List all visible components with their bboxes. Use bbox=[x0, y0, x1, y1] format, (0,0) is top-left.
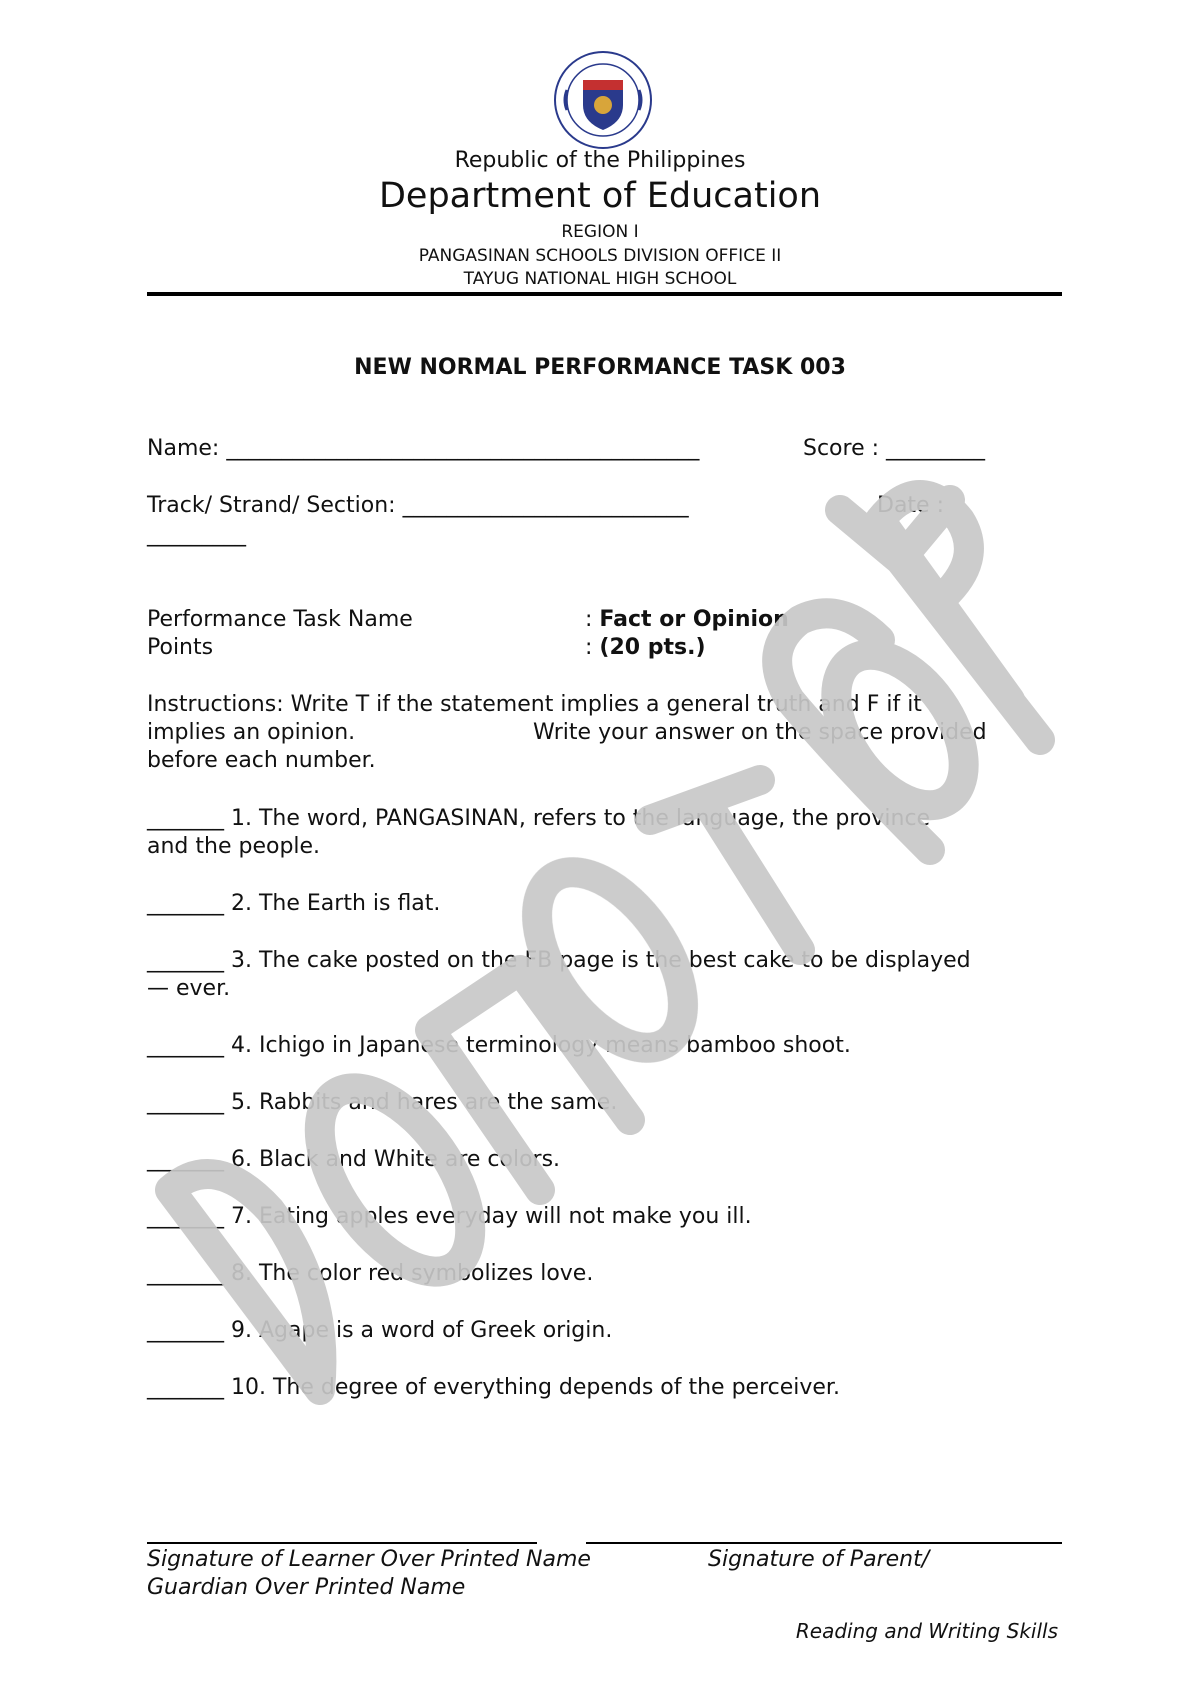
date-blank[interactable]: _________ bbox=[147, 522, 246, 547]
item-text: 3. The cake posted on the FB page is the best cake to be displayed bbox=[224, 948, 971, 973]
parent-signature-line[interactable] bbox=[586, 1542, 1062, 1544]
deped-seal-logo bbox=[553, 50, 653, 150]
answer-blank[interactable]: _______ bbox=[147, 1033, 224, 1058]
date-label: Date : bbox=[877, 493, 944, 518]
item-text: 2. The Earth is flat. bbox=[224, 891, 441, 916]
list-item bbox=[147, 891, 440, 916]
instructions-line-3: before each number. bbox=[147, 748, 376, 773]
answer-blank[interactable]: _______ bbox=[147, 1147, 224, 1172]
item-text: 5. Rabbits and hares are the same. bbox=[224, 1090, 618, 1115]
score-blank[interactable]: _________ bbox=[886, 436, 986, 461]
learner-signature-line[interactable] bbox=[147, 1542, 537, 1544]
task-name-colon: : bbox=[585, 607, 593, 632]
task-name-label: Performance Task Name bbox=[147, 607, 413, 632]
item-text: 4. Ichigo in Japanese terminology means bamboo shoot. bbox=[224, 1033, 851, 1058]
score-field[interactable] bbox=[803, 436, 985, 461]
list-item bbox=[147, 1090, 617, 1115]
list-item bbox=[147, 948, 971, 973]
answer-blank[interactable]: _______ bbox=[147, 1090, 224, 1115]
list-item bbox=[147, 1375, 840, 1400]
list-item bbox=[147, 806, 930, 831]
answer-blank[interactable]: _______ bbox=[147, 1204, 224, 1229]
item-text: 8. The color red symbolizes love. bbox=[224, 1261, 594, 1286]
item-continuation: — ever. bbox=[147, 976, 231, 1001]
instructions-line-1: Instructions: Write T if the statement implies a general truth and F if it bbox=[147, 692, 922, 717]
task-title: NEW NORMAL PERFORMANCE TASK 003 bbox=[354, 355, 846, 380]
answer-blank[interactable]: _______ bbox=[147, 1261, 224, 1286]
name-field[interactable] bbox=[147, 436, 699, 461]
item-text: 9. Agape is a word of Greek origin. bbox=[224, 1318, 613, 1343]
item-text: 6. Black and White are colors. bbox=[224, 1147, 561, 1172]
header-divider bbox=[147, 292, 1062, 296]
item-continuation: and the people. bbox=[147, 834, 321, 859]
list-item bbox=[147, 1318, 612, 1343]
division-text: PANGASINAN SCHOOLS DIVISION OFFICE II bbox=[418, 246, 782, 266]
parent-signature-label-cont: Guardian Over Printed Name bbox=[147, 1575, 466, 1600]
department-title: Department of Education bbox=[378, 176, 822, 216]
answer-blank[interactable]: _______ bbox=[147, 948, 224, 973]
task-name-row bbox=[585, 607, 789, 632]
name-label: Name: bbox=[147, 436, 220, 461]
name-blank[interactable]: ___________________________________________ bbox=[226, 436, 700, 461]
answer-blank[interactable]: _______ bbox=[147, 891, 224, 916]
points-colon: : bbox=[585, 635, 593, 660]
track-blank[interactable]: __________________________ bbox=[402, 493, 689, 518]
list-item bbox=[147, 1204, 752, 1229]
task-name-value: Fact or Opinion bbox=[599, 607, 789, 632]
list-item bbox=[147, 1261, 593, 1286]
points-label: Points bbox=[147, 635, 214, 660]
list-item bbox=[147, 1033, 851, 1058]
item-text: 7. Eating apples everyday will not make you ill. bbox=[224, 1204, 752, 1229]
learner-signature-label: Signature of Learner Over Printed Name bbox=[147, 1547, 591, 1572]
points-value: (20 pts.) bbox=[599, 635, 706, 660]
answer-blank[interactable]: _______ bbox=[147, 1318, 224, 1343]
score-label: Score : bbox=[803, 436, 880, 461]
region-text: REGION I bbox=[561, 222, 639, 242]
parent-signature-label: Signature of Parent/ bbox=[708, 1547, 930, 1572]
answer-blank[interactable]: _______ bbox=[147, 1375, 224, 1400]
answer-blank[interactable]: _______ bbox=[147, 806, 224, 831]
instructions-line-2b: Write your answer on the space provided bbox=[533, 720, 987, 745]
republic-text: Republic of the Philippines bbox=[454, 148, 746, 173]
item-text: 10. The degree of everything depends of the perceiver. bbox=[224, 1375, 840, 1400]
list-item bbox=[147, 1147, 560, 1172]
footer-subject: Reading and Writing Skills bbox=[795, 1619, 1058, 1643]
school-name: TAYUG NATIONAL HIGH SCHOOL bbox=[463, 269, 737, 289]
track-field[interactable] bbox=[147, 493, 689, 518]
item-text: 1. The word, PANGASINAN, refers to the language, the province bbox=[224, 806, 931, 831]
points-row bbox=[585, 635, 706, 660]
track-label: Track/ Strand/ Section: bbox=[147, 493, 396, 518]
instructions-line-2a: implies an opinion. bbox=[147, 720, 356, 745]
